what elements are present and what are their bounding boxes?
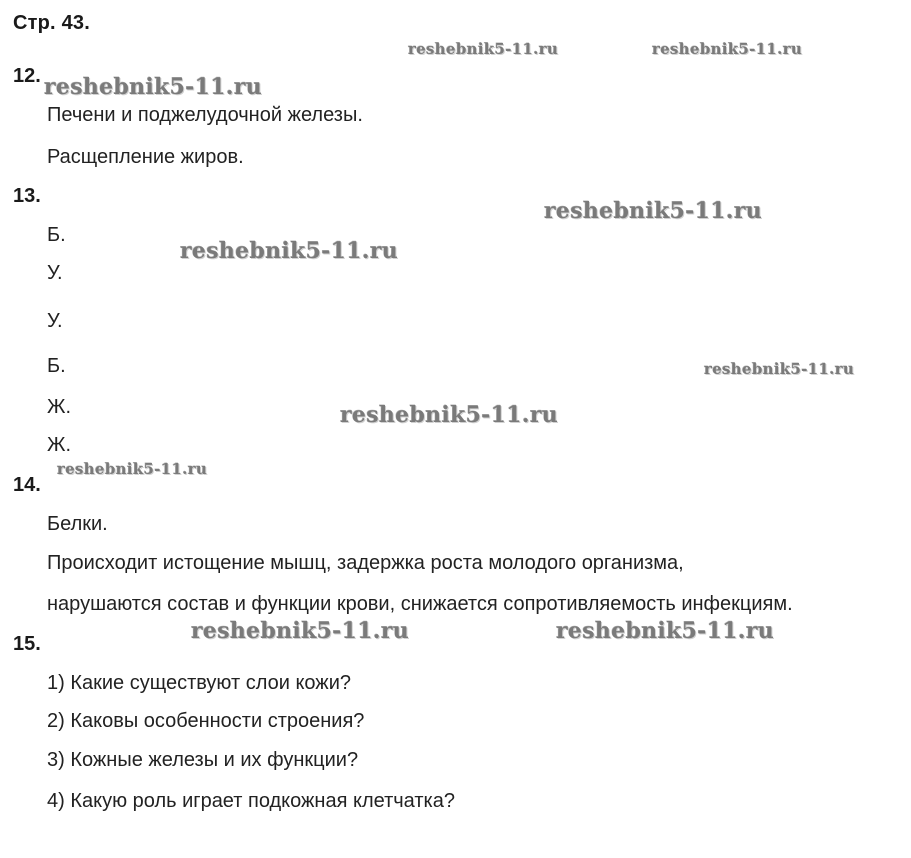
question-number-14: 14. (13, 474, 41, 496)
watermark: reshebnik5-11.ru (408, 40, 559, 58)
answer-line: 4) Какую роль играет подкожная клетчатка? (47, 790, 455, 812)
answer-line: 2) Каковы особенности строения? (47, 710, 365, 732)
watermark: reshebnik5-11.ru (556, 618, 775, 644)
question-number-15: 15. (13, 633, 41, 655)
watermark: reshebnik5-11.ru (704, 360, 855, 378)
answer-letter: Ж. (47, 434, 72, 456)
answer-letter: Б. (47, 224, 66, 246)
watermark: reshebnik5-11.ru (180, 238, 399, 264)
watermark: reshebnik5-11.ru (544, 198, 763, 224)
watermark: reshebnik5-11.ru (57, 460, 208, 478)
watermark: reshebnik5-11.ru (191, 618, 410, 644)
answer-line: 3) Кожные железы и их функции? (47, 749, 359, 771)
question-number-12: 12. (13, 65, 41, 87)
watermark: reshebnik5-11.ru (44, 74, 263, 100)
answer-line: нарушаются состав и функции крови, снижается сопротивляемость инфекциям. (47, 593, 793, 615)
question-number-13: 13. (13, 185, 41, 207)
answer-line: 1) Какие существуют слои кожи? (47, 672, 351, 694)
answer-line: Происходит истощение мышц, задержка роста молодого организма, (47, 552, 684, 574)
answer-line: Белки. (47, 513, 108, 535)
answer-letter: Ж. (47, 396, 72, 418)
answer-letter: Б. (47, 355, 66, 377)
answer-letter: У. (47, 262, 63, 284)
watermark: reshebnik5-11.ru (652, 40, 803, 58)
answer-line: Печени и поджелудочной железы. (47, 104, 363, 126)
page-title: Стр. 43. (13, 12, 90, 34)
answer-line: Расщепление жиров. (47, 146, 244, 168)
watermark: reshebnik5-11.ru (340, 402, 559, 428)
answer-letter: У. (47, 310, 63, 332)
